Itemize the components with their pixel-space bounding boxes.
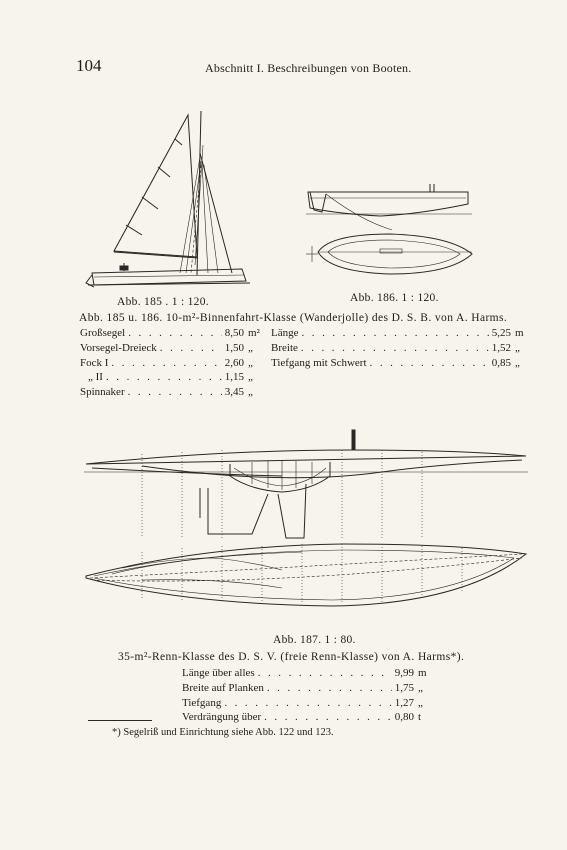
footnote-rule [88, 720, 152, 721]
figure-186-caption: Abb. 186. 1 : 120. [350, 292, 439, 304]
sail-row: Spinnaker . . . 3,45 „ [80, 386, 262, 401]
class2-title: 35-m²-Renn-Klasse des D. S. V. (freie Renn-Klasse) von A. Harms*). [118, 651, 465, 663]
dimension-row: Länge über alles . . . 9,99 m [182, 667, 432, 682]
figure-185-caption: Abb. 185 . 1 : 120. [117, 296, 209, 308]
figure-186-hull-plan [300, 180, 480, 285]
class1-title: Abb. 185 u. 186. 10-m²-Binnenfahrt-Klasse (Wanderjolle) des D. S. B. von A. Harms. [79, 312, 508, 324]
dimension-row: Breite . . . 1,52 „ [271, 342, 529, 357]
class1-dimensions-table [271, 327, 529, 371]
figure-187-racing-yacht [82, 428, 530, 628]
dimension-row: Tiefgang mit Schwert . . . 0,85 „ [271, 357, 529, 372]
dimension-row: Breite auf Planken . . . 1,75 „ [182, 682, 432, 697]
sail-row: „ II . . . 1,15 „ [80, 371, 262, 386]
footnote: *) Segelriß und Einrichtung siehe Abb. 122 und 123. [112, 727, 334, 738]
sail-area-table [80, 327, 262, 401]
figure-185-sail-plan [80, 105, 255, 295]
dimension-row: Verdrängung über . . . 0,80 t [182, 711, 432, 726]
dimension-row: Tiefgang . . . 1,27 „ [182, 697, 432, 712]
sail-row: Großsegel . . . 8,50 m² [80, 327, 262, 342]
figure-187-caption: Abb. 187. 1 : 80. [273, 634, 356, 646]
class2-dimensions-table [182, 667, 432, 726]
sail-row: Fock I . . . 2,60 „ [80, 357, 262, 372]
page-number: 104 [76, 56, 102, 75]
dimension-row: Länge . . . 5,25 m [271, 327, 529, 342]
sail-row: Vorsegel-Dreieck . . . 1,50 „ [80, 342, 262, 357]
running-title: Abschnitt I. Beschreibungen von Booten. [205, 61, 412, 75]
